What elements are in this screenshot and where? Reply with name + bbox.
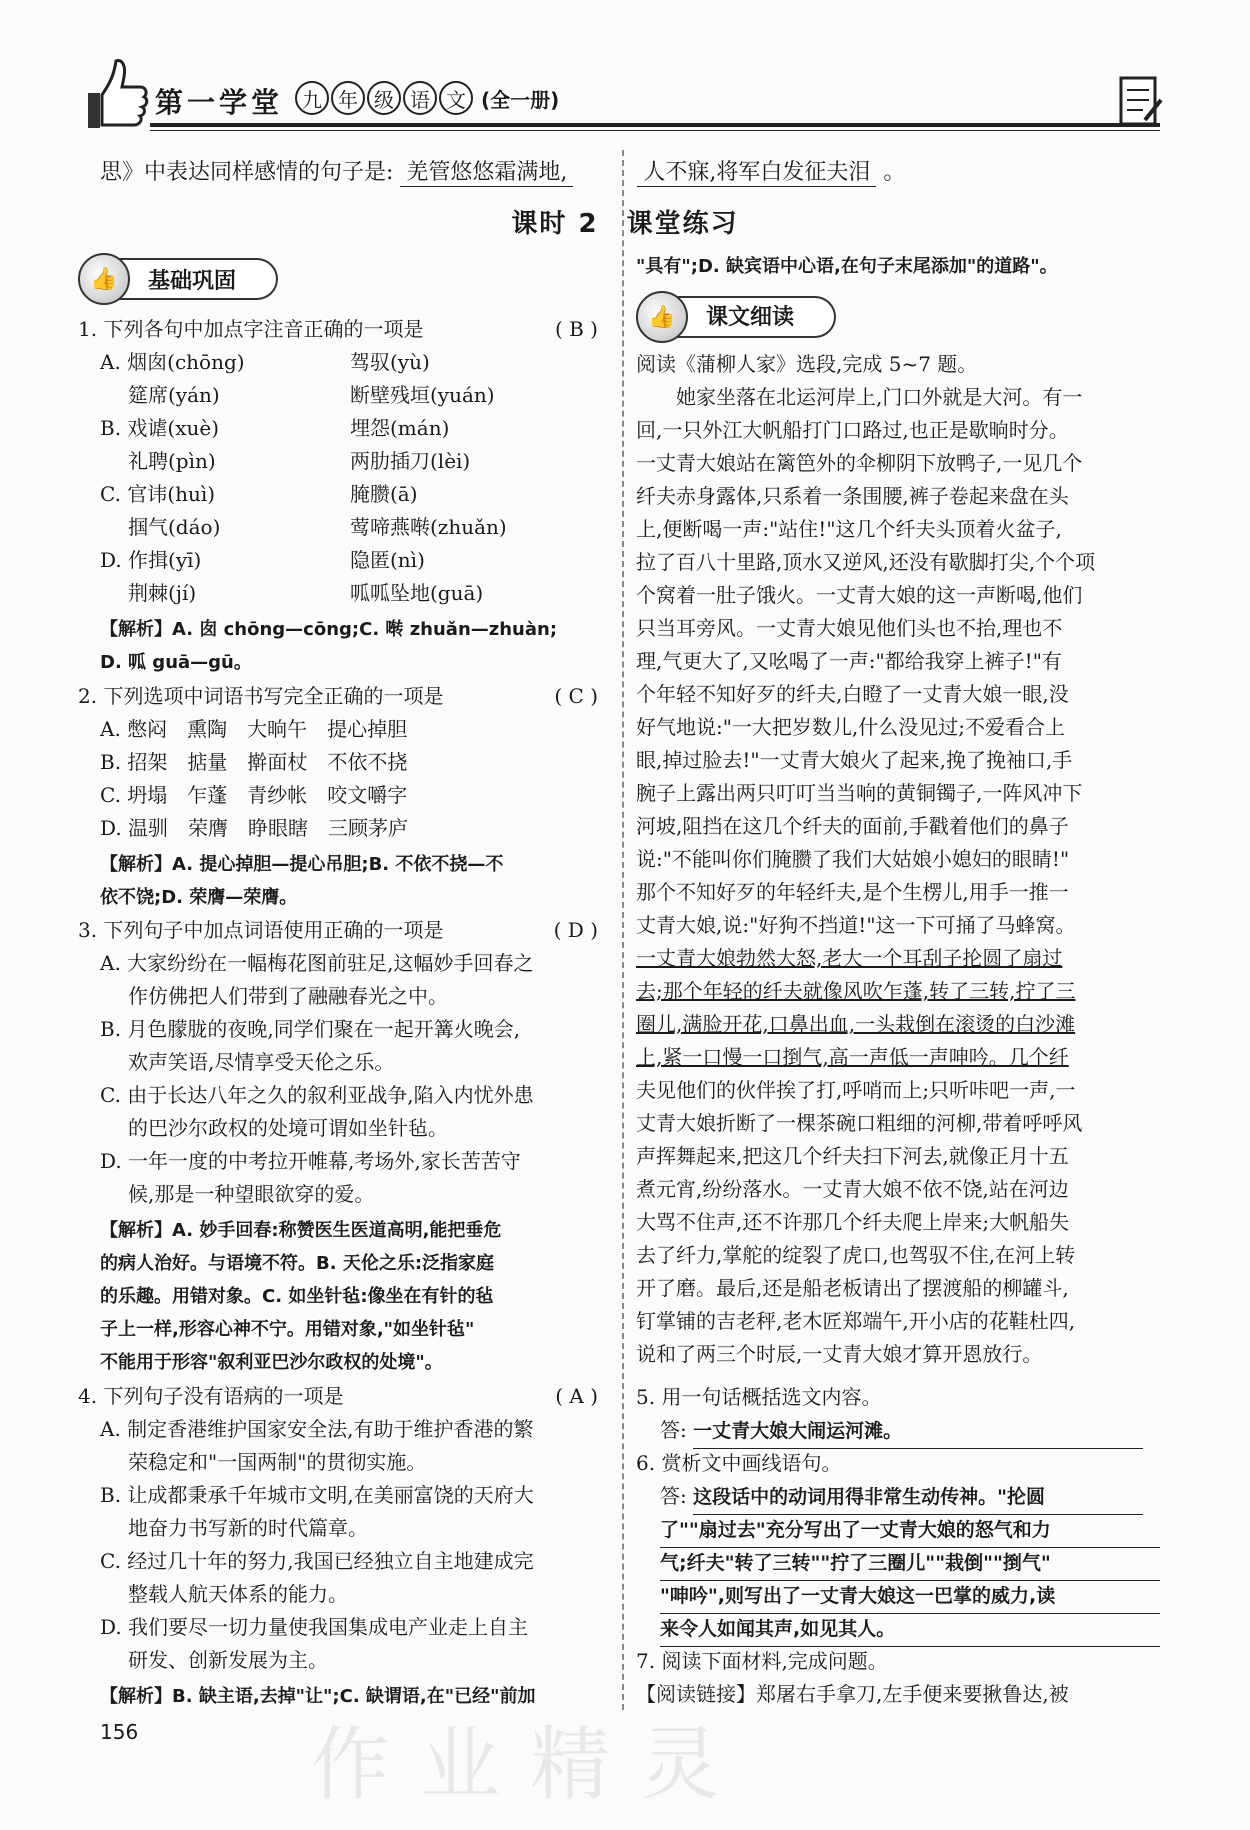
section-label: 课文细读 xyxy=(670,296,836,338)
option: C. 经过几十年的努力,我国已经独立自主地建成完 xyxy=(100,1549,534,1573)
passage-line: 拉了百八十里路,顶水又逆风,还没有歇脚打尖,个个项 xyxy=(636,550,1096,574)
question-stem: 2. 下列选项中词语书写完全正确的一项是 xyxy=(78,684,444,708)
explanation-continued: "具有";D. 缺宾语中心语,在句子末尾添加"的道路"。 xyxy=(636,256,1058,277)
answer-text: 了""扇过去"充分写出了一丈青大娘的怒气和力 xyxy=(660,1514,1160,1548)
answer-text: 一丈青大娘大闹运河滩。 xyxy=(693,1415,1143,1449)
answer-text: 来令人如闻其声,如见其人。 xyxy=(660,1613,1160,1647)
brand-title: 第一学堂 xyxy=(155,86,284,119)
sentence-suffix: 。 xyxy=(883,160,906,185)
passage-line: 那个不知好歹的年轻纤夫,是个生楞儿,用手一推一 xyxy=(636,880,1069,904)
option: D. 一年一度的中考拉开帷幕,考场外,家长苦苦守 xyxy=(100,1149,521,1173)
thumbs-up-icon xyxy=(70,53,150,133)
option: C. 由于长达八年之久的叙利亚战争,陷入内忧外患 xyxy=(100,1083,534,1107)
option: B. 月色朦胧的夜晚,同学们聚在一起开篝火晚会, xyxy=(100,1017,521,1041)
sentence-prefix: 思》中表达同样感情的句子是: xyxy=(100,160,394,185)
answer-5 xyxy=(660,1414,1160,1449)
explanation: 【解析】A. 妙手回春:称赞医生医道高明,能把垂危 xyxy=(100,1220,502,1241)
lesson-title: 课时 2 课堂练习 xyxy=(511,209,739,239)
answer-text: "呻吟",则写出了一丈青大娘这一巴掌的威力,读 xyxy=(660,1580,1160,1614)
question-answer: ( A ) xyxy=(555,1384,598,1408)
question-4 xyxy=(78,1380,598,1413)
passage-line: 上,便断喝一声:"站住!"这几个纤夫头顶着火盆子, xyxy=(636,517,1062,541)
option: 两肋插刀(lèi) xyxy=(350,449,471,473)
question-3 xyxy=(78,914,598,947)
grade-char: 文 xyxy=(439,81,473,115)
notebook-icon xyxy=(1115,70,1165,130)
answer-text: 气;纤夫"转了三转""拧了三圈儿""栽倒""捯气" xyxy=(660,1547,1160,1581)
question-answer: ( B ) xyxy=(554,317,598,341)
section-label: 基础巩固 xyxy=(112,258,278,300)
top-sentence xyxy=(100,155,905,187)
answer-blank-1: 羌管悠悠霜满地, xyxy=(400,155,573,187)
question-2 xyxy=(78,680,598,713)
question-answer: ( D ) xyxy=(553,918,598,942)
answer-label: 答: xyxy=(660,1418,687,1442)
passage-line: 说和了两三个时辰,一丈青大娘才算开恩放行。 xyxy=(636,1342,1043,1366)
explanation: 的病人治好。与语境不符。B. 天伦之乐:泛指家庭 xyxy=(100,1253,495,1274)
passage-line: 丈青大娘,说:"好狗不挡道!"这一下可捅了马蜂窝。 xyxy=(636,913,1076,937)
passage-line: 声挥舞起来,把这几个纤夫扫下河去,就像正月十五 xyxy=(636,1144,1069,1168)
option: 研发、创新发展为主。 xyxy=(128,1648,328,1672)
answer-text: 这段话中的动词用得非常生动传神。"抡圆 xyxy=(693,1481,1143,1515)
option: 腌臜(ā) xyxy=(350,482,418,506)
column-divider xyxy=(622,150,626,1710)
option: A. 憋闷 熏陶 大晌午 提心掉胆 xyxy=(100,717,408,741)
question-stem: 4. 下列句子没有语病的一项是 xyxy=(78,1384,344,1408)
explanation: 不能用于形容"叙利亚巴沙尔政权的处境"。 xyxy=(100,1352,443,1373)
option: 地奋力书写新的时代篇章。 xyxy=(128,1516,368,1540)
passage-line: 理,气更大了,又吆喝了一声:"都给我穿上裤子!"有 xyxy=(636,649,1062,673)
option: 欢声笑语,尽情享受天伦之乐。 xyxy=(128,1050,395,1074)
passage-line: 钉掌铺的吉老秤,老木匠郑端午,开小店的花鞋杜四, xyxy=(636,1309,1076,1333)
answer-6 xyxy=(660,1480,1160,1515)
question-stem: 3. 下列句子中加点词语使用正确的一项是 xyxy=(78,918,444,942)
option: 埋怨(mán) xyxy=(350,416,450,440)
thumbs-up-icon: 👍 xyxy=(636,291,688,343)
answer-label: 答: xyxy=(660,1484,687,1508)
question-7: 7. 阅读下面材料,完成问题。 xyxy=(636,1649,888,1673)
answer-6-line xyxy=(660,1612,1160,1647)
question-5: 5. 用一句话概括选文内容。 xyxy=(636,1385,882,1409)
explanation: 【解析】A. 囱 chōng—cōng;C. 啭 zhuǎn—zhuàn; xyxy=(100,619,558,640)
thumbs-up-icon: 👍 xyxy=(78,253,130,305)
grade-char: 语 xyxy=(403,81,437,115)
option: 莺啼燕啭(zhuǎn) xyxy=(350,515,507,539)
explanation: D. 呱 guā—gū。 xyxy=(100,652,252,673)
explanation: 子上一样,形容心神不宁。用错对象,"如坐针毡" xyxy=(100,1319,475,1340)
grade-char: 年 xyxy=(331,81,365,115)
passage-line: 好气地说:"一大把岁数儿,什么没见过;不爱看合上 xyxy=(636,715,1066,739)
passage-line: 去;那个年轻的纤夫就像风吹乍蓬,转了三转,拧了三 xyxy=(636,979,1076,1003)
option: B. 戏谑(xuè) xyxy=(100,416,220,440)
option: A. 制定香港维护国家安全法,有助于维护香港的繁 xyxy=(100,1417,534,1441)
option: C. 坍塌 乍蓬 青纱帐 咬文嚼字 xyxy=(100,783,408,807)
option: 整载人航天体系的能力。 xyxy=(128,1582,348,1606)
passage-line: 去了纤力,掌舵的绽裂了虎口,也驾驭不住,在河上转 xyxy=(636,1243,1076,1267)
passage-line: 圈儿,满脸开花,口鼻出血,一头栽倒在滚烫的白沙滩 xyxy=(636,1012,1076,1036)
passage-line: 丈青大娘折断了一棵茶碗口粗细的河柳,带着呼呼风 xyxy=(636,1111,1083,1135)
grade-char: 九 xyxy=(295,81,329,115)
passage-line: 说:"不能叫你们腌臜了我们大姑娘小媳妇的眼睛!" xyxy=(636,847,1070,871)
option: 呱呱坠地(guā) xyxy=(350,581,484,605)
passage-line: 上,紧一口慢一口捯气,高一声低一声呻吟。几个纤 xyxy=(636,1045,1069,1069)
answer-6-line xyxy=(660,1513,1160,1548)
page-header xyxy=(70,45,1170,140)
passage-line: 一丈青大娘站在篱笆外的伞柳阴下放鸭子,一见几个 xyxy=(636,451,1083,475)
header-rule-thin xyxy=(150,130,1160,131)
option: 作仿佛把人们带到了融融春光之中。 xyxy=(128,984,448,1008)
option: B. 招架 掂量 擀面杖 不依不挠 xyxy=(100,750,408,774)
explanation: 依不饶;D. 荣膺—荣膺。 xyxy=(100,887,298,908)
passage-line: 她家坐落在北运河岸上,门口外就是大河。有一 xyxy=(676,385,1083,409)
option: D. 温驯 荣膺 睁眼瞎 三顾茅庐 xyxy=(100,816,409,840)
answer-6-line xyxy=(660,1546,1160,1581)
option: 荣稳定和"一国两制"的贯彻实施。 xyxy=(128,1450,427,1474)
question-answer: ( C ) xyxy=(554,684,598,708)
option: 的巴沙尔政权的处境可谓如坐针毡。 xyxy=(128,1116,448,1140)
question-1 xyxy=(78,313,598,346)
option: 荆棘(jí) xyxy=(128,581,197,605)
watermark: 作业精灵 xyxy=(310,1718,750,1811)
passage-line: 开了磨。最后,还是船老板请出了摆渡船的柳罐斗, xyxy=(636,1276,1069,1300)
option: 断壁残垣(yuán) xyxy=(350,383,495,407)
option: C. 官讳(huì) xyxy=(100,482,216,506)
grade-char: 级 xyxy=(367,81,401,115)
passage-line: 个窝着一肚子饿火。一丈青大娘的这一声断喝,他们 xyxy=(636,583,1083,607)
passage-line: 一丈青大娘勃然大怒,老大一个耳刮子抡圆了扇过 xyxy=(636,946,1063,970)
option: 掴气(dáo) xyxy=(128,515,221,539)
passage-line: 眼,掉过脸去!"一丈青大娘火了起来,挽了挽袖口,手 xyxy=(636,748,1073,772)
question-stem: 1. 下列各句中加点字注音正确的一项是 xyxy=(78,317,424,341)
reading-passage xyxy=(636,381,1166,1371)
passage-line: 夫见他们的伙伴挨了打,呼哨而上;只听咔吧一声,一 xyxy=(636,1078,1076,1102)
option: B. 让成都秉承千年城市文明,在美丽富饶的天府大 xyxy=(100,1483,534,1507)
passage-line: 煮元宵,纷纷落水。一丈青大娘不依不饶,站在河边 xyxy=(636,1177,1069,1201)
answer-blank-2: 人不寐,将军白发征夫泪 xyxy=(637,155,876,187)
section-reading xyxy=(636,296,836,338)
passage-line: 腕子上露出两只叮叮当当响的黄铜镯子,一阵风冲下 xyxy=(636,781,1083,805)
passage-line: 大骂不住声,还不许那几个纤夫爬上岸来;大帆船失 xyxy=(636,1210,1070,1234)
option: A. 烟囱(chōng) xyxy=(100,350,245,374)
section-basic xyxy=(78,258,278,300)
reading-link: 【阅读链接】郑屠右手拿刀,左手便来要揪鲁达,被 xyxy=(636,1682,1069,1706)
option: D. 作揖(yī) xyxy=(100,548,202,572)
reading-intro: 阅读《蒲柳人家》选段,完成 5~7 题。 xyxy=(636,352,978,376)
passage-line: 只当耳旁风。一丈青大娘见他们头也不抬,理也不 xyxy=(636,616,1063,640)
header-rule xyxy=(150,123,1160,127)
passage-line: 河坡,阻挡在这几个纤夫的面前,手戳着他们的鼻子 xyxy=(636,814,1069,838)
answer-6-line xyxy=(660,1579,1160,1614)
option: 驾驭(yù) xyxy=(350,350,430,374)
option: 候,那是一种望眼欲穿的爱。 xyxy=(128,1182,375,1206)
option: D. 我们要尽一切力量使我国集成电产业走上自主 xyxy=(100,1615,529,1639)
explanation: 的乐趣。用错对象。C. 如坐针毡:像坐在有针的毡 xyxy=(100,1286,494,1307)
passage-line: 纤夫赤身露体,只系着一条围腰,裤子卷起来盘在头 xyxy=(636,484,1069,508)
passage-line: 回,一只外江大帆船打门口路过,也正是歇晌时分。 xyxy=(636,418,1069,442)
explanation: 【解析】B. 缺主语,去掉"让";C. 缺谓语,在"已经"前加 xyxy=(100,1686,536,1707)
question-6: 6. 赏析文中画线语句。 xyxy=(636,1451,842,1475)
page-number: 156 xyxy=(100,1720,139,1744)
volume-label: (全一册) xyxy=(481,87,560,112)
passage-line: 个年轻不知好歹的纤夫,白瞪了一丈青大娘一眼,没 xyxy=(636,682,1069,706)
option: 筵席(yán) xyxy=(128,383,220,407)
explanation: 【解析】A. 提心掉胆—提心吊胆;B. 不依不挠—不 xyxy=(100,854,504,875)
option: 隐匿(nì) xyxy=(350,548,425,572)
option: 礼聘(pìn) xyxy=(128,449,216,473)
grade-label xyxy=(295,81,559,115)
option: A. 大家纷纷在一幅梅花图前驻足,这幅妙手回春之 xyxy=(100,951,534,975)
